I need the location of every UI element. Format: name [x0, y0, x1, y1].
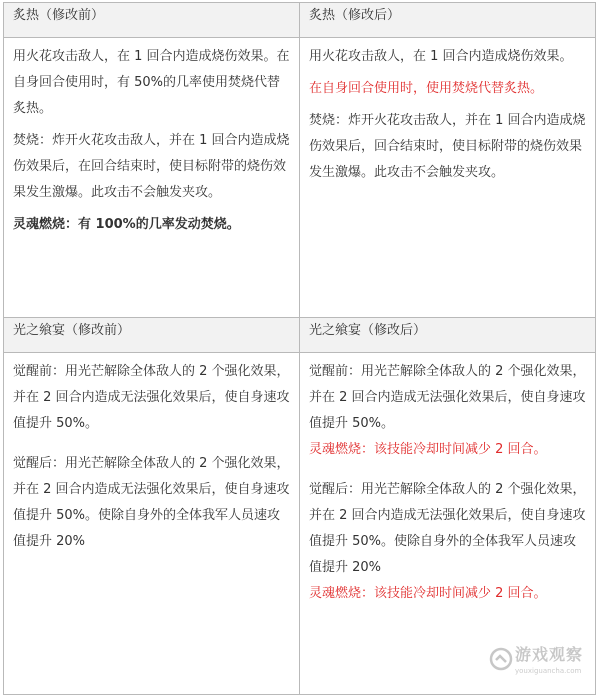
section-title: 光之飨宴（修改前）: [13, 322, 131, 338]
header-cell-after: [300, 3, 596, 38]
table-row: [4, 38, 596, 317]
header-cell-before: [4, 317, 300, 352]
changed-text: 在自身回合使用时，使用焚烧代替炙热。: [309, 81, 544, 97]
comparison-table: [3, 2, 596, 695]
skill-description: 觉醒后：用光芒解除全体敌人的 2 个强化效果，并在 2 回合内造成无法强化效果后，使自身速攻值提升 50%。使除自身外的全体我军人员速攻值提升 20%: [309, 481, 586, 575]
game-observer-logo-icon: [489, 647, 513, 671]
skill-description: 焚烧：炸开火花攻击敌人，并在 1 回合内造成烧伤效果后，在回合结束时，使目标附带的烧伤效果发生激爆。此攻击不会触发夹攻。: [13, 133, 290, 201]
section-title: 炙热（修改前）: [13, 8, 105, 23]
soul-burn-note: 灵魂燃烧：有 100%的几率发动焚烧。: [13, 217, 240, 233]
skill-description: 焚烧：炸开火花攻击敌人，并在 1 回合内造成烧伤效果后，回合结束时，使目标附带的烧伤效果发生激爆。此攻击不会触发夹攻。: [309, 113, 586, 181]
skill-description: 用火花攻击敌人，在 1 回合内造成烧伤效果。在自身回合使用时，有 50%的几率使用焚烧代替炙热。: [13, 49, 290, 117]
watermark-title: 游戏观察: [515, 645, 584, 664]
changed-text: 灵魂燃烧：该技能冷却时间减少 2 回合。: [309, 441, 547, 457]
watermark: [489, 643, 589, 683]
skill-description: 觉醒前：用光芒解除全体敌人的 2 个强化效果，并在 2 回合内造成无法强化效果后，使自身速攻值提升 50%。: [309, 363, 586, 431]
changed-text: 灵魂燃烧：该技能冷却时间减少 2 回合。: [309, 585, 547, 601]
description-cell-before: [4, 352, 300, 694]
skill-description: 觉醒前：用光芒解除全体敌人的 2 个强化效果，并在 2 回合内造成无法强化效果后，使自身速攻值提升 50%。: [13, 363, 290, 431]
description-cell-before: [4, 38, 300, 317]
table-row: [4, 317, 596, 352]
description-cell-after: [300, 38, 596, 317]
section-title: 光之飨宴（修改后）: [309, 322, 427, 338]
watermark-url: youxiguancha.com: [515, 667, 582, 675]
skill-description: 觉醒后：用光芒解除全体敌人的 2 个强化效果，并在 2 回合内造成无法强化效果后，使自身速攻值提升 50%。使除自身外的全体我军人员速攻值提升 20%: [13, 455, 290, 549]
section-title: 炙热（修改后）: [309, 8, 401, 23]
header-cell-before: [4, 3, 300, 38]
header-cell-after: [300, 317, 596, 352]
skill-description: 用火花攻击敌人，在 1 回合内造成烧伤效果。: [309, 49, 573, 65]
table-row: [4, 3, 596, 38]
